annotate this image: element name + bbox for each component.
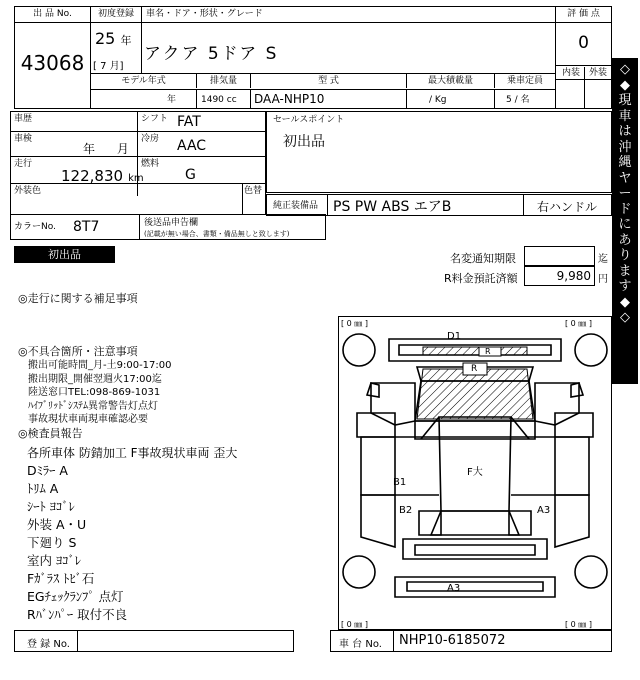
inspector-line: Fｶﾞﾗｽ ﾄﾋﾞ石 (27, 571, 95, 586)
recycle-fee-label: R料金預託済額 (444, 272, 518, 285)
defect-lines (18, 359, 338, 427)
shift-label: シフト (141, 114, 169, 124)
mileage-label: 走行 (14, 159, 33, 169)
interior-label: 内装 (561, 68, 580, 78)
car-diagram-panel (338, 316, 612, 630)
inspector-line: 各所車体 防錆加工 F事故現状車両 歪大 (27, 446, 238, 460)
sales-point-box (266, 111, 612, 193)
post-install-box (139, 214, 326, 240)
displacement-value: 1490 cc (201, 95, 237, 105)
inspector-line: 室内 ﾖｺﾞﾚ (27, 553, 81, 568)
exterior-label: 外装 (584, 67, 611, 79)
wheel-front-right-icon (575, 334, 607, 366)
banner-char: ◇ (620, 310, 630, 325)
notes-section (18, 292, 338, 440)
notice-deadline-field (524, 246, 595, 266)
inspection-value: 年 月 (83, 142, 129, 156)
banner-char: 現 (618, 93, 632, 108)
mark-r-top: R (485, 347, 491, 356)
banner-char: ヤ (618, 170, 632, 186)
wheel-rear-left-icon (343, 556, 375, 588)
inspector-line: Dﾐﾗｰ A (27, 463, 68, 478)
score-label: 評 価 点 (556, 7, 611, 23)
model-label: 型 式 (250, 74, 406, 88)
first-registration-box (90, 6, 142, 74)
color-number-label: カラーNo. (14, 222, 56, 232)
tire-depth-rear-right: [ 0 ㎜ ] (565, 620, 592, 629)
banner-char: ◆ (620, 294, 630, 310)
hood-damage-hatch (417, 369, 533, 419)
mileage-unit: km (128, 173, 144, 184)
inspector-line: EGﾁｪｯｸﾗﾝﾌﾟ 点灯 (27, 589, 124, 604)
banner-char: ー (618, 186, 632, 201)
score-value: 0 (578, 33, 589, 53)
lot-number-box (14, 6, 91, 109)
chassis-number-box (330, 630, 612, 652)
lot-number: 43068 (20, 51, 85, 75)
steering-value: 右ハンドル (537, 200, 598, 214)
banner-char: す (618, 279, 632, 294)
mark-b1: B1 (393, 477, 407, 488)
repaint-label: 色替 (244, 186, 263, 196)
inspector-line: 下廻り S (27, 535, 77, 550)
score-box (555, 6, 612, 109)
recycle-fee-unit: 円 (598, 274, 608, 285)
lot-number-label: 出 品 No. (15, 7, 90, 23)
banner-char: ◆ (620, 77, 630, 93)
model-year-unit: 年 (167, 95, 177, 105)
history-label: 車歴 (14, 114, 33, 124)
color-number-box (10, 214, 140, 240)
mark-r-roof: R (471, 364, 478, 374)
inspector-line: ﾄﾘﾑ A (27, 481, 59, 496)
defect-line: 搬出可能時間_月-土9:00-17:00 (28, 360, 172, 371)
spec-row (90, 73, 556, 109)
inspector-title: ◎検査員報告 (18, 426, 83, 440)
banner-char: ま (618, 263, 632, 279)
equipment-box (266, 194, 612, 216)
banner-char: ◇ (620, 62, 630, 77)
max-load-label: 最大積載量 (406, 74, 494, 88)
defect-line: ﾊｲﾌﾞﾘｯﾄﾞｼｽﾃﾑ異常警告灯点灯 (28, 400, 158, 412)
mileage-value: 122,830 (61, 167, 124, 185)
banner-char: は (618, 124, 632, 139)
mark-d1: D1 (447, 331, 462, 342)
recycle-fee-field (524, 266, 595, 286)
defect-line: 事故現状車両現車確認必要 (28, 414, 148, 425)
post-install-label: 後送品申告欄 (144, 218, 199, 228)
inspector-report (27, 444, 327, 624)
inspection-label: 車検 (14, 134, 33, 144)
ac-label: 冷房 (141, 134, 160, 144)
registration-number-label: 登 録 No. (27, 639, 70, 650)
sales-point-label: セールスポイント (273, 115, 345, 125)
post-install-note: (記載が無い場合、書類・備品無しと致します) (144, 230, 290, 238)
equipment-value: PS PW ABS エアB (333, 199, 452, 215)
chassis-number-label: 車 台 No. (339, 639, 382, 650)
banner-char: り (618, 248, 632, 263)
year-unit: 年 (120, 34, 132, 47)
first-registration-month: [ 7 月] (93, 61, 124, 72)
sales-point-value: 初出品 (283, 134, 325, 150)
location-notice-banner (612, 58, 638, 384)
roof-damage-hatch (423, 347, 527, 355)
banner-char: 車 (618, 108, 632, 124)
mark-a3-bottom: A3 (447, 583, 461, 594)
tire-depth-front-left: [ 0 ㎜ ] (341, 319, 368, 328)
defects-title: ◎不具合箇所・注意事項 (18, 344, 138, 358)
vehicle-name-label: 車名・ドア・形状・グレード (142, 7, 555, 23)
registration-number-box (14, 630, 294, 652)
inspector-line: Rﾊﾞﾝﾊﾟｰ 取付不良 (27, 607, 128, 622)
shift-value: FAT (177, 114, 201, 130)
inspector-line: 外装 A・U (27, 517, 87, 532)
defect-line: 搬出期限_開催翌週火17:00迄 (28, 373, 162, 385)
displacement-label: 排気量 (196, 74, 250, 88)
mark-a3-side: A3 (537, 505, 551, 516)
first-registration-year: 25 (95, 29, 116, 48)
vehicle-name-box (141, 6, 556, 74)
tire-depth-front-right: [ 0 ㎜ ] (565, 319, 592, 328)
banner-char: 沖 (618, 139, 632, 155)
max-load-value: / Kg (429, 95, 447, 105)
first-listing-badge: 初出品 (14, 246, 115, 263)
fuel-label: 燃料 (141, 159, 160, 169)
inspector-line: ｼｰﾄ ﾖｺﾞﾚ (27, 499, 75, 514)
model-code: DAA-NHP10 (254, 92, 325, 106)
exterior-color-label: 外装色 (14, 186, 42, 196)
banner-char: あ (618, 232, 632, 248)
mark-f-large: F大 (467, 467, 483, 478)
equipment-label: 純正装備品 (273, 201, 319, 211)
notice-deadline-unit: 迄 (598, 254, 608, 265)
recycle-fee-value: 9,980 (556, 269, 591, 283)
chassis-number: NHP10-6185072 (399, 633, 506, 648)
notice-deadline-label: 名変通知期限 (450, 252, 516, 265)
vehicle-name: アクア 5ドア S (144, 44, 279, 64)
defect-line: 陸送窓口TEL:098-869-1031 (28, 387, 161, 398)
mark-b2: B2 (399, 505, 413, 516)
tire-depth-rear-left: [ 0 ㎜ ] (341, 620, 368, 629)
details-box (10, 111, 266, 215)
ac-value: AAC (177, 138, 207, 154)
color-number: 8T7 (73, 219, 100, 235)
capacity-label: 乗車定員 (494, 74, 555, 88)
model-year-label: モデル年式 (121, 76, 166, 86)
supplement-title: ◎走行に関する補足事項 (18, 292, 138, 305)
wheel-front-left-icon (343, 334, 375, 366)
first-registration-label: 初度登録 (91, 7, 141, 23)
banner-char: ド (618, 201, 632, 217)
banner-char: 縄 (618, 155, 632, 170)
banner-char: に (618, 217, 632, 232)
wheel-rear-right-icon (575, 556, 607, 588)
fuel-value: G (185, 167, 196, 183)
capacity-value: 5 / 名 (506, 95, 530, 105)
